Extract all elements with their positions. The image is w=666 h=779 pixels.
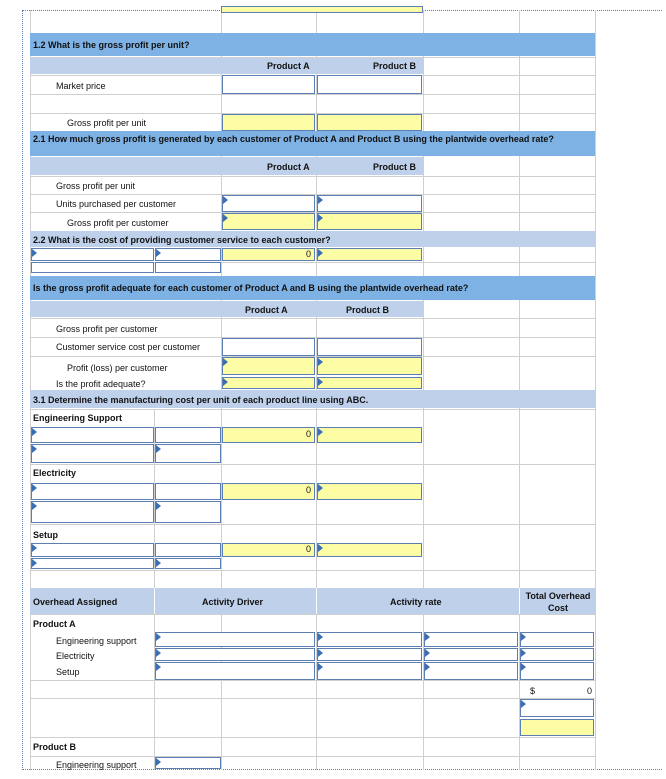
- label-electricity: Electricity: [33, 468, 77, 478]
- setup-value[interactable]: 0: [222, 543, 315, 557]
- input-gross-profit-unit-b[interactable]: [317, 114, 422, 131]
- label-oh-elec: Electricity: [56, 651, 95, 661]
- input-service-cost-b[interactable]: [317, 338, 422, 356]
- label-gross-profit-unit: Gross profit per unit: [56, 181, 136, 191]
- label-adequate: Is the profit adequate?: [56, 379, 146, 389]
- label-engineering-support: Engineering Support: [33, 413, 122, 423]
- grid-row: [30, 409, 595, 410]
- input-eng-row2-1[interactable]: [31, 444, 154, 463]
- grid-col-2: [154, 588, 155, 614]
- oh-eng-total[interactable]: [520, 632, 594, 647]
- input-service-cost-a[interactable]: [222, 338, 315, 356]
- service-cost-b[interactable]: [317, 248, 422, 261]
- oh-total-per-unit[interactable]: [520, 719, 594, 736]
- elec-value-b[interactable]: [317, 483, 422, 500]
- label-gross-profit-unit: Gross profit per unit: [67, 118, 147, 128]
- input-profit-loss-a[interactable]: [222, 357, 315, 375]
- col-header-product-b: Product B: [373, 162, 417, 172]
- section-title-3-1: 3.1 Determine the manufacturing cost per unit of each product line using ABC.: [33, 395, 369, 405]
- column-header-band: [30, 157, 423, 175]
- col-header-activity-driver: Activity Driver: [202, 597, 264, 607]
- section-title-2-1: 2.1 How much gross profit is generated by each customer of Product A and Product B using the plantwide overhead rate?: [33, 134, 554, 144]
- grid-row: [30, 176, 595, 177]
- grid-row: [30, 756, 595, 757]
- input-eng-2[interactable]: [155, 427, 221, 443]
- label-setup: Setup: [33, 530, 59, 540]
- label-oh-setup: Setup: [56, 667, 80, 677]
- input-service-row2-2[interactable]: [155, 262, 221, 273]
- oh-elec-rate-2[interactable]: [424, 648, 518, 661]
- oh-total-input[interactable]: [520, 699, 594, 717]
- oh-setup-total[interactable]: [520, 662, 594, 680]
- input-service-1[interactable]: [31, 248, 154, 261]
- top-yellow-cell[interactable]: [221, 6, 423, 13]
- label-profit-loss: Profit (loss) per customer: [67, 363, 168, 373]
- dollar-sign: $: [530, 686, 536, 696]
- label-service-cost: Customer service cost per customer: [56, 342, 201, 352]
- grid-row: [30, 464, 595, 465]
- label-market-price: Market price: [56, 81, 106, 91]
- label-units-per-customer: Units purchased per customer: [56, 199, 177, 209]
- eng-value-b[interactable]: [317, 427, 422, 443]
- grid-col-5: [519, 588, 520, 614]
- col-header-product-b: Product B: [373, 61, 417, 71]
- input-setup-2[interactable]: [155, 543, 221, 557]
- input-setup-row2-2[interactable]: [155, 558, 221, 569]
- input-eng-row2-2[interactable]: [155, 444, 221, 463]
- oh-eng-b-driver[interactable]: [155, 757, 221, 769]
- col-header-total-overhead: Total Overhead Cost: [525, 591, 591, 613]
- input-setup-row2-1[interactable]: [31, 558, 154, 569]
- input-setup-1[interactable]: [31, 543, 154, 557]
- col-header-product-a: Product A: [267, 61, 310, 71]
- input-service-row2-1[interactable]: [31, 262, 154, 273]
- input-elec-1[interactable]: [31, 483, 154, 500]
- input-service-2[interactable]: [155, 248, 221, 261]
- oh-eng-rate-2[interactable]: [424, 632, 518, 647]
- oh-eng-rate[interactable]: [317, 632, 422, 647]
- grid-row: [30, 737, 595, 738]
- sheet-border-left: [22, 10, 23, 770]
- label-oh-eng: Engineering support: [56, 636, 137, 646]
- col-header-product-a: Product A: [245, 305, 288, 315]
- input-gp-customer-b[interactable]: [317, 213, 422, 230]
- setup-value-b[interactable]: [317, 543, 422, 557]
- col-header-product-b: Product B: [346, 305, 390, 315]
- input-profit-loss-b[interactable]: [317, 357, 422, 375]
- input-eng-1[interactable]: [31, 427, 154, 443]
- grid-row: [30, 680, 595, 681]
- label-gross-profit-customer: Gross profit per customer: [56, 324, 158, 334]
- select-adequate-b[interactable]: [317, 377, 422, 389]
- input-elec-row2-1[interactable]: [31, 501, 154, 523]
- input-units-b[interactable]: [317, 195, 422, 212]
- section-title-1-2: 1.2 What is the gross profit per unit?: [33, 40, 190, 50]
- input-market-price-a[interactable]: [222, 75, 315, 94]
- grid-col-3: [316, 588, 317, 614]
- input-elec-2[interactable]: [155, 483, 221, 500]
- label-oh-eng-b: Engineering support: [56, 760, 137, 770]
- input-gross-profit-unit-a[interactable]: [222, 114, 315, 131]
- oh-eng-driver[interactable]: [155, 632, 315, 647]
- oh-elec-driver[interactable]: [155, 648, 315, 661]
- col-header-overhead-assigned: Overhead Assigned: [33, 597, 118, 607]
- oh-elec-rate[interactable]: [317, 648, 422, 661]
- section-title-2-3: Is the gross profit adequate for each customer of Product A and B using the plantwide overhead rate?: [33, 283, 469, 293]
- section-title-2-2: 2.2 What is the cost of providing customer service to each customer?: [33, 235, 331, 245]
- select-adequate-a[interactable]: [222, 377, 315, 389]
- service-cost-value[interactable]: 0: [222, 248, 315, 261]
- oh-setup-rate-2[interactable]: [424, 662, 518, 680]
- input-market-price-b[interactable]: [317, 75, 422, 94]
- oh-setup-driver[interactable]: [155, 662, 315, 680]
- oh-setup-rate[interactable]: [317, 662, 422, 680]
- input-elec-row2-2[interactable]: [155, 501, 221, 523]
- grid-row: [30, 698, 595, 699]
- elec-value[interactable]: 0: [222, 483, 315, 500]
- grid-col-7: [595, 10, 596, 770]
- label-product-b: Product B: [33, 742, 77, 752]
- grid-row: [30, 94, 595, 95]
- input-gp-customer-a[interactable]: [222, 213, 315, 230]
- eng-value[interactable]: 0: [222, 427, 315, 443]
- label-gross-profit-customer: Gross profit per customer: [67, 218, 169, 228]
- grid-row: [30, 614, 595, 615]
- column-header-band: [30, 58, 423, 74]
- input-units-a[interactable]: [222, 195, 315, 212]
- grid-row: [30, 570, 595, 571]
- grid-row: [30, 318, 595, 319]
- label-product-a: Product A: [33, 619, 76, 629]
- grid-row: [30, 524, 595, 525]
- col-header-product-a: Product A: [267, 162, 310, 172]
- overhead-total-value: 0: [587, 686, 593, 696]
- col-header-activity-rate: Activity rate: [390, 597, 442, 607]
- oh-elec-total[interactable]: [520, 648, 594, 661]
